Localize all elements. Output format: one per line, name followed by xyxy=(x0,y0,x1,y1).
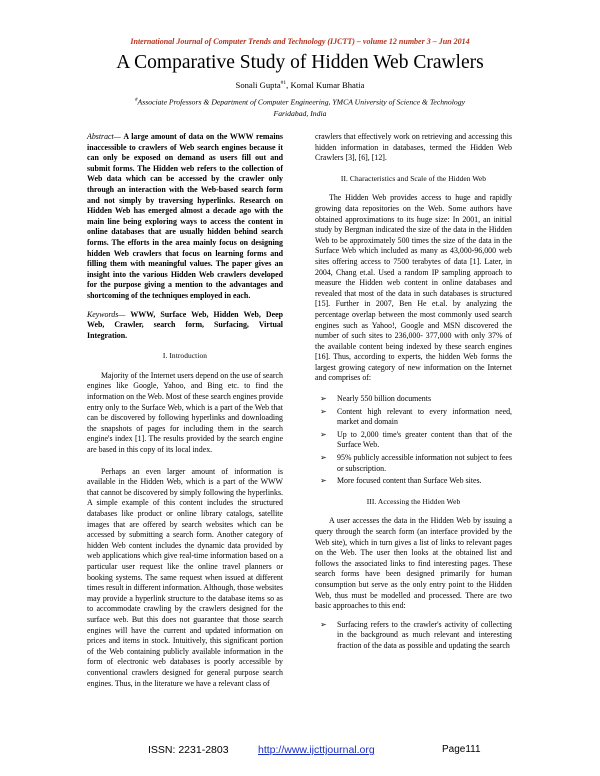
list-item xyxy=(315,407,512,428)
author-1: Sonali Gupta xyxy=(235,80,281,90)
bullet-arrow-icon: ➢ xyxy=(320,406,327,416)
section-heading-characteristics: II. Characteristics and Scale of the Hidden Web xyxy=(340,173,487,183)
list-item xyxy=(315,620,512,652)
author-2: Komal Kumar Bhatia xyxy=(290,80,365,90)
page-number: Page111 xyxy=(442,744,481,755)
keywords xyxy=(87,310,283,342)
section-heading-introduction: I. Introduction xyxy=(162,351,208,361)
list-item xyxy=(315,453,512,474)
list-item-text: Content high relevant to every information need, market and domain xyxy=(337,406,512,427)
affiliation-text: Associate Professors & Department of Computer Engineering, YMCA University of Science & Technology xyxy=(137,97,465,107)
characteristics-paragraph: The Hidden Web provides access to huge and rapidly growing data repositories on the Web. Some authors have obtained approximations to its huge size: In 2001, an initial study by Bergman indicated the size of the data in the Hidden Web to be approximately 500 times the size of the data in the Surface Web which included as many as 43,000-96,000 web sites offering access to 7500 terabytes of data [1]. Later, in 2004, Chang et.al. Used a random IP sampling approach to measure the Hidden web content in online databases and revealed that most of the data in such databases is structured [15]. Further in 2007, Ben He et.al. by analyzing the percentage overlap between the most commonly used search engines such as Yahoo!, Google and MSN discovered the number of such sites to 236,000- 377,000 with only 37% of the available content being indexed by these search engines [16]. Thus, according to experts, the hidden Web forms the largest growing category of new information on the Internet and comprises of: xyxy=(315,193,512,383)
author-1-sup: #1 xyxy=(280,80,287,87)
continuation-paragraph: crawlers that effectively work on retrieving and accessing this hidden information in databases, termed the Hidden Web Crawlers [3], [6], [12]. xyxy=(315,132,512,163)
accessing-paragraph: A user accesses the data in the Hidden Web by issuing a query through the search form (an interface provided by the Web site), which in turn gives a list of links to relevant pages on the Web. The user then looks at the obtained list and follows the associated links to find interesting pages. These search forms have been designed primarily for human consumption but serve as the only entry point to the Hidden Web, thus must be modelled and processed. There are two basic approaches to this end: xyxy=(315,516,512,611)
list-item-text: More focused content than Surface Web sites. xyxy=(337,476,482,486)
bullet-arrow-icon: ➢ xyxy=(320,476,327,486)
abstract-label: Abstract xyxy=(87,132,114,141)
author-list xyxy=(0,80,600,90)
affiliation-sup: # xyxy=(135,98,138,103)
abstract-text: A large amount of data on the WWW remains inaccessible to crawlers of Web search engines because it can only be exposed on demand as users fill out and submit forms. The Hidden web refers to the collection of Web data which can be accessed by the crawler only through an interaction with the Web-based search form and not simply by traversing hyperlinks. Research on Hidden Web has emerged almost a decade ago with the main line being exploring ways to access the content in online databases that are usually hidden behind search forms. The efforts in the area mainly focus on designing hidden Web crawlers that focus on learning forms and filling them with meaningful values. The paper gives an insight into the various Hidden Web crawlers developed for the purpose giving a mention to the advantages and shortcoming of the techniques employed in each. xyxy=(87,132,283,300)
list-item xyxy=(315,394,512,405)
journal-header: International Journal of Computer Trends and Technology (IJCTT) – volume 12 number 3 – Jun 2014 xyxy=(130,37,470,46)
section-heading-accessing: III. Accessing the Hidden Web xyxy=(366,496,461,506)
right-column xyxy=(315,132,512,654)
affiliation-line-2: Faridabad, India xyxy=(273,108,327,118)
left-column xyxy=(87,132,283,689)
intro-paragraph-2: Perhaps an even larger amount of information is available in the Hidden Web, which is a part of the WWW that cannot be discovered by simply following the hyperlinks. A simple example of this content includes the structured databases like product or online library catalogs, satellite images that are offered by search websites which can be accessed by submitting a search form. Another category of hidden Web content includes the dynamic data provided by web applications which give real-time information based on a particular user request like the online travel planners or booking systems. The same request when issued at different times result in different information. Although, those websites may provide a hyperlink structure to the database items so as to accommodate crawling by the crawlers designed for the surface web. But this does not guarantee that those search engines will have the current and updated information on prices and items in stock. Intuitively, this significant portion of the Web containing publicly available information in the form of electronic web databases is poorly accessible by conventional crawlers designed for general purpose search engines. Thus, in the literature we have a relevant class of xyxy=(87,466,283,688)
author-separator: , xyxy=(286,80,291,90)
list-item-text: 95% publicly accessible information not subject to fees or subscription. xyxy=(337,453,512,473)
list-item-text: Nearly 550 billion documents xyxy=(337,394,432,404)
list-item-text: Surfacing refers to the crawler's activity of collecting in the background as much relevant and interesting fraction of the data as possible and updating the search xyxy=(337,619,512,650)
keywords-text: WWW, Surface Web, Hidden Web, Deep Web, Crawler, search form, Surfacing, Virtual Integration. xyxy=(87,309,283,340)
list-item-text: Up to 2,000 time's greater content than that of the Surface Web. xyxy=(337,429,512,450)
keywords-label: Keywords xyxy=(87,309,119,319)
abstract xyxy=(87,132,283,302)
approaches-list xyxy=(315,620,512,652)
bullet-arrow-icon: ➢ xyxy=(320,394,327,404)
affiliation-line-1 xyxy=(0,95,600,108)
journal-url-link[interactable]: http://www.ijcttjournal.org xyxy=(258,744,375,756)
list-item xyxy=(315,430,512,451)
bullet-arrow-icon: ➢ xyxy=(320,619,327,629)
bullet-arrow-icon: ➢ xyxy=(320,429,327,439)
intro-paragraph-1: Majority of the Internet users depend on the use of search engines like Google, Yahoo, and Bing etc. to find the information on the Web. Most of these search engines provide entry only to the Surface Web, which is a part of the Web that can be discovered by following hyperlinks and downloading the snapshots of pages for including them in the search engine's index [1]. The results provided by the search engine are based in this copy of its local index. xyxy=(87,370,283,455)
list-item xyxy=(315,476,512,487)
affiliation xyxy=(0,95,600,119)
issn-label: ISSN: 2231-2803 xyxy=(148,744,229,756)
page-footer xyxy=(0,744,600,760)
abstract-dash: — xyxy=(113,132,124,141)
paper-title: A Comparative Study of Hidden Web Crawlers xyxy=(116,52,484,73)
keywords-dash: — xyxy=(118,309,131,319)
bullet-arrow-icon: ➢ xyxy=(320,453,327,463)
characteristics-list xyxy=(315,394,512,487)
